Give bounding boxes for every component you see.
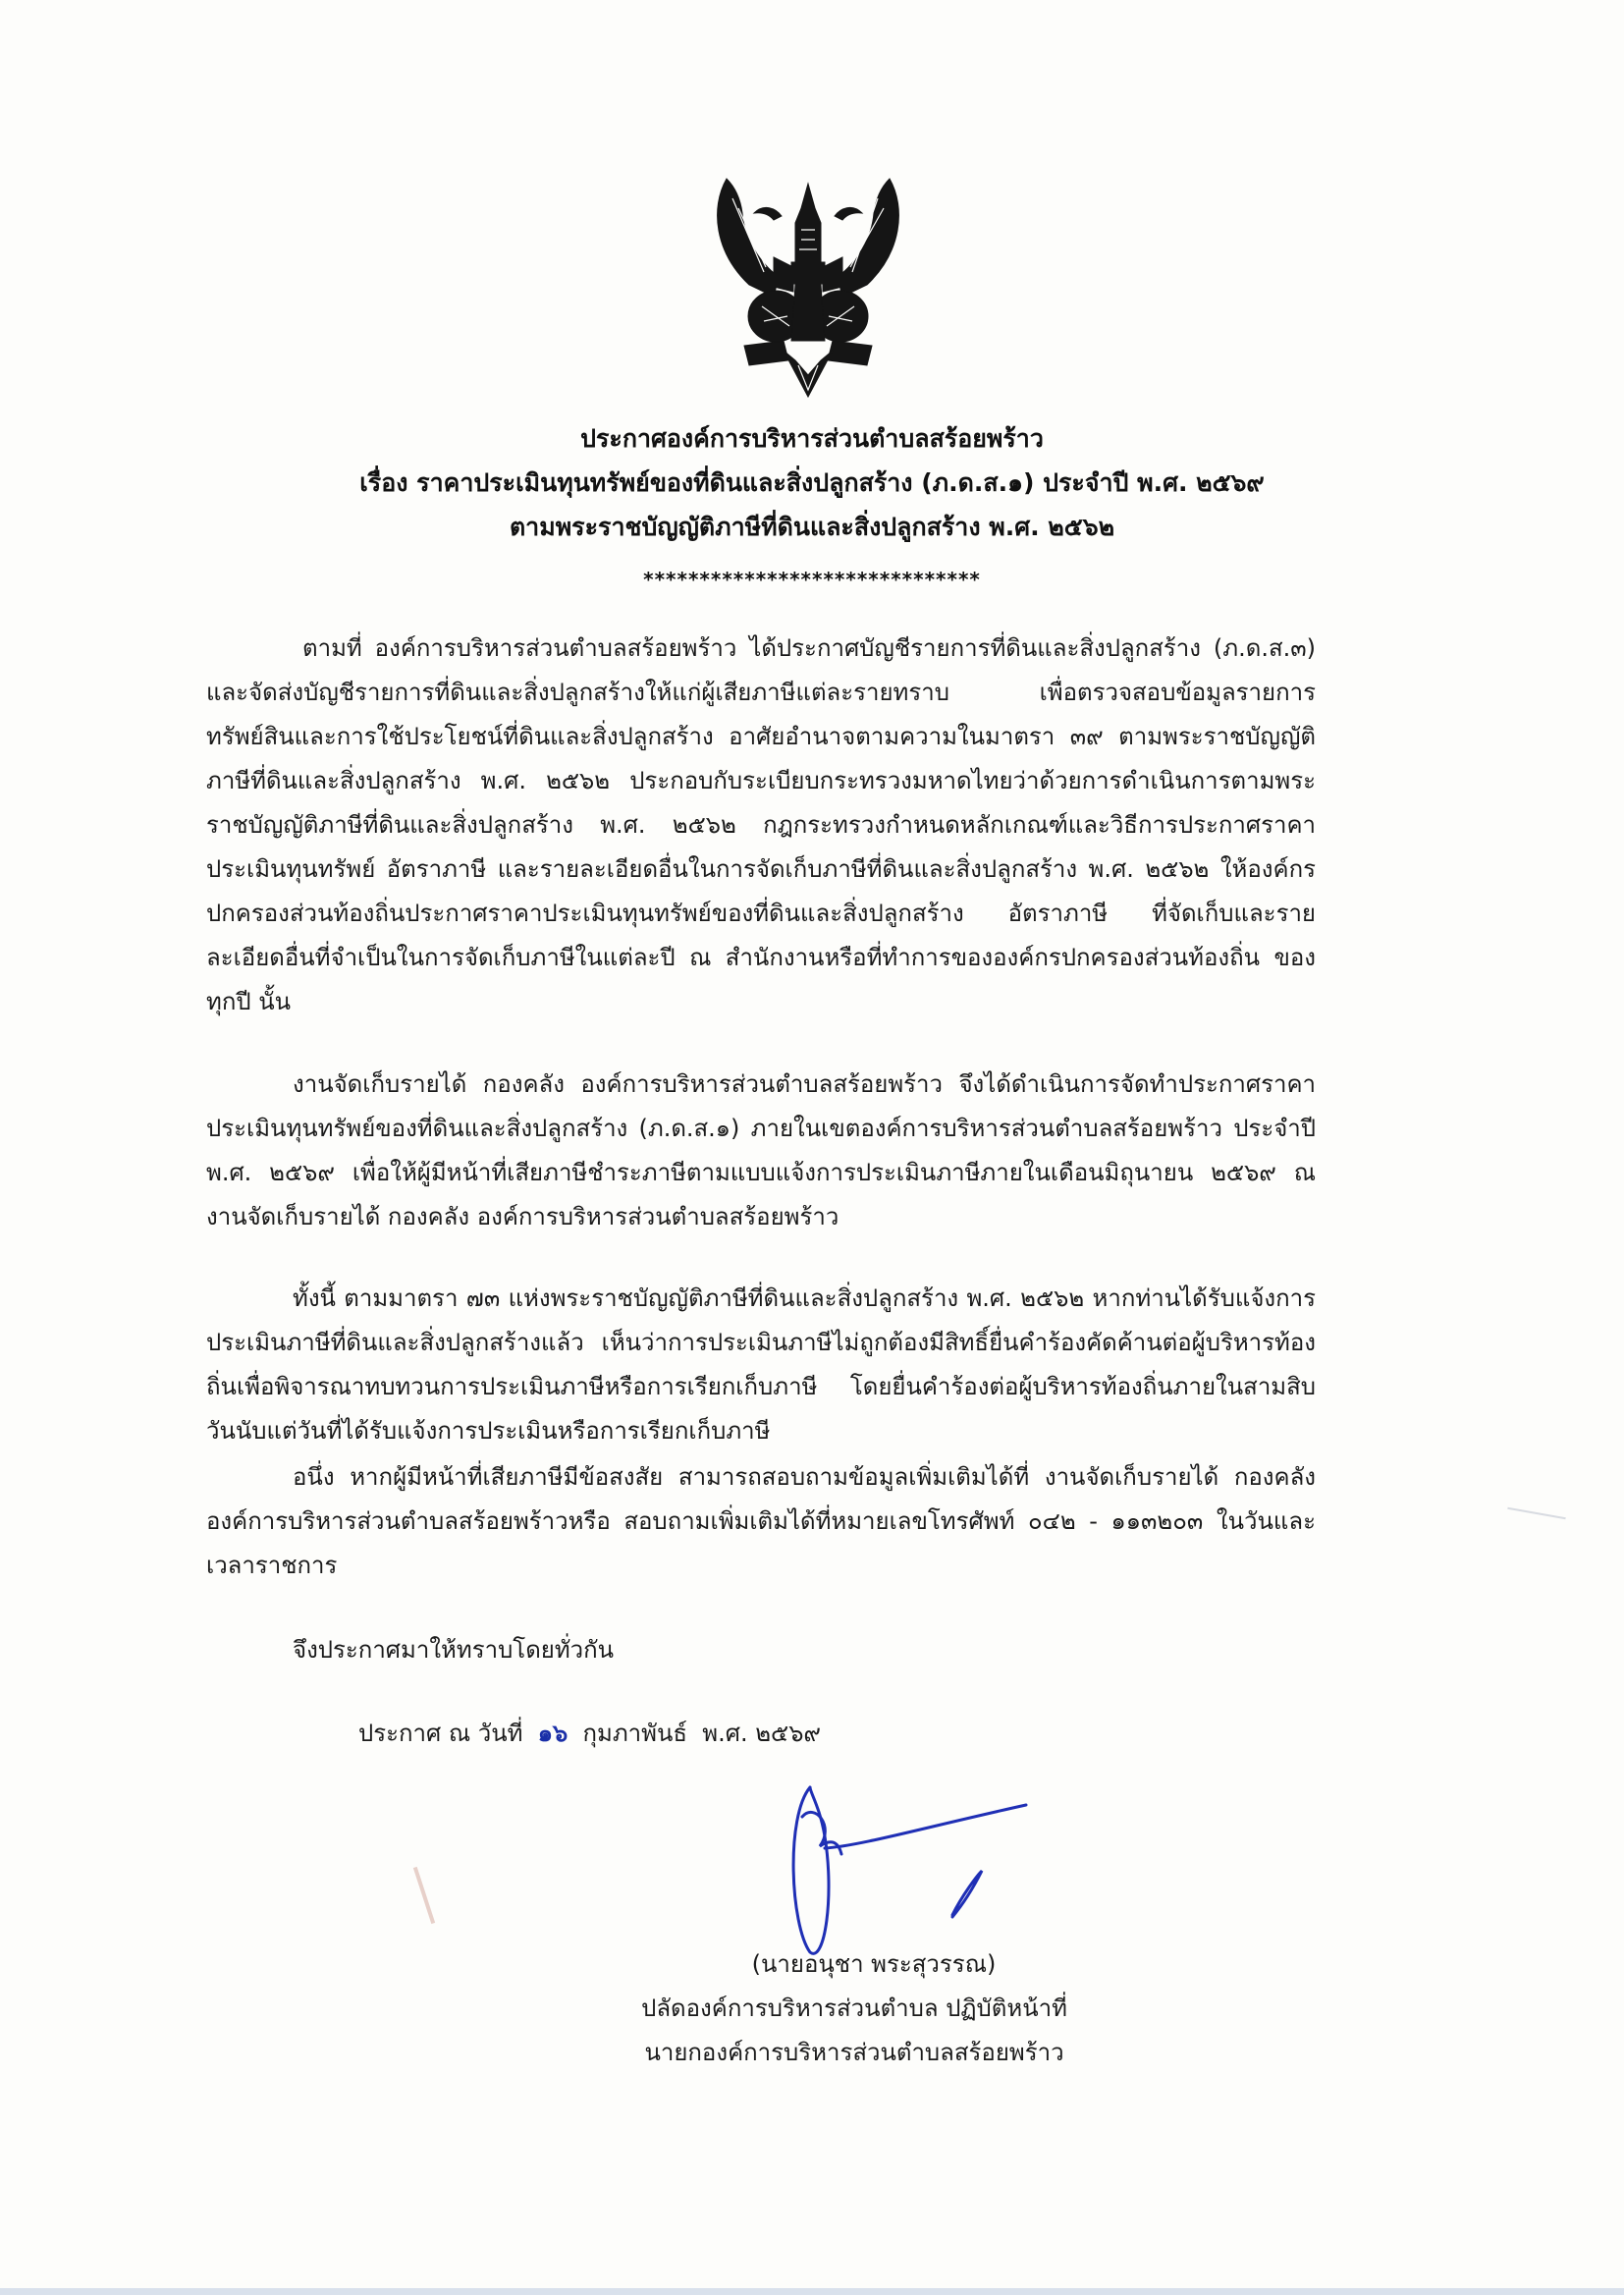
announcement-legal-basis: ตามพระราชบัญญัติภาษีที่ดินและสิ่งปลูกสร้าง พ.ศ. ๒๕๖๒ — [509, 513, 1115, 541]
signatory-position-2: นายกองค์การบริหารส่วนตำบลสร้อยพร้าว — [644, 2039, 1064, 2066]
announcement-date — [358, 1714, 821, 1753]
closing-statement: จึงประกาศมาให้ทราบโดยทั่วกัน — [293, 1636, 615, 1664]
paragraph-2 — [206, 1063, 1316, 1239]
paragraph-3-text: ทั้งนี้ ตามมาตรา ๗๓ แห่งพระราชบัญญัติภาษีที่ดินและสิ่งปลูกสร้าง พ.ศ. ๒๕๖๒ หากท่านได้รับแจ้งการประเมินภาษีที่ดินและสิ่งปลูกสร้างแล้ว เห็นว่าการประเมินภาษีไม่ถูกต้องมีสิทธิ์ยื่นคำร้องคัดค้านต่อผู้บริหารท้องถิ่นเพื่อพิจารณาทบทวนการประเมินภาษีหรือการเรียกเก็บภาษี โดยยื่นคำร้องต่อผู้บริหารท้องถิ่นภายในสามสิบวันนับแต่วันที่ได้รับแจ้งการประเมินหรือการเรียกเก็บภาษี — [206, 1284, 1316, 1445]
date-prefix: ประกาศ ณ วันที่ — [358, 1720, 523, 1747]
paragraph-1-text: ตามที่ องค์การบริหารส่วนตำบลสร้อยพร้าว ได้ประกาศบัญชีรายการที่ดินและสิ่งปลูกสร้าง (ภ.ด.ส.๓) และจัดส่งบัญชีรายการที่ดินและสิ่งปลูกสร้างให้แก่ผู้เสียภาษีแต่ละรายทราบ เพื่อตรวจสอบข้อมูลรายการทรัพย์สินและการใช้ประโยชน์ที่ดินและสิ่งปลูกสร้าง อาศัยอำนาจตามความในมาตรา ๓๙ ตามพระราชบัญญัติภาษีที่ดินและสิ่งปลูกสร้าง พ.ศ. ๒๕๖๒ ประกอบกับระเบียบกระทรวงมหาดไทยว่าด้วยการดำเนินการตามพระราชบัญญัติภาษีที่ดินและสิ่งปลูกสร้าง พ.ศ. ๒๕๖๒ กฎกระทรวงกำหนดหลักเกณฑ์และวิธีการประกาศราคาประเมินทุนทรัพย์ อัตราภาษี และรายละเอียดอื่นในการจัดเก็บภาษีที่ดินและสิ่งปลูกสร้าง พ.ศ. ๒๕๖๒ ให้องค์กรปกครองส่วนท้องถิ่นประกาศราคาประเมินทุนทรัพย์ของที่ดินและสิ่งปลูกสร้าง อัตราภาษี ที่จัดเก็บและรายละเอียดอื่นที่จำเป็นในการจัดเก็บภาษีในแต่ละปี ณ สำนักงานหรือที่ทำการขององค์กรปกครองส่วนท้องถิ่น ของทุกปี นั้น — [206, 634, 1316, 1015]
signatory-position-1: ปลัดองค์การบริหารส่วนตำบล ปฏิบัติหน้าที่ — [641, 1994, 1067, 2022]
scan-mark — [413, 1867, 435, 1924]
announcement-title: ประกาศองค์การบริหารส่วนตำบลสร้อยพร้าว — [580, 424, 1044, 453]
separator-stars: ****************************** — [643, 568, 981, 591]
announcement-subject: เรื่อง ราคาประเมินทุนทรัพย์ของที่ดินและสิ่งปลูกสร้าง (ภ.ด.ส.๑) ประจำปี พ.ศ. ๒๕๖๙ — [359, 468, 1265, 497]
date-day: ๑๖ — [537, 1720, 568, 1747]
date-month-year: กุมภาพันธ์ พ.ศ. ๒๕๖๙ — [582, 1720, 822, 1747]
scan-mark — [1507, 1507, 1565, 1519]
handwritten-signature-icon — [781, 1777, 1075, 1964]
garuda-emblem-icon — [705, 169, 911, 400]
scan-edge — [0, 2288, 1624, 2295]
paragraph-4 — [206, 1455, 1316, 1588]
paragraph-3 — [206, 1277, 1316, 1453]
signature-block — [609, 1942, 1100, 2075]
paragraph-1 — [206, 627, 1316, 1024]
signatory-name: (นายอนุชา พระสุวรรณ) — [751, 1950, 997, 1978]
paragraph-4-text: อนึ่ง หากผู้มีหน้าที่เสียภาษีมีข้อสงสัย สามารถสอบถามข้อมูลเพิ่มเติมได้ที่ งานจัดเก็บรายได้ กองคลัง องค์การบริหารส่วนตำบลสร้อยพร้าวหรือ สอบถามเพิ่มเติมได้ที่หมายเลขโทรศัพท์ ๐๔๒ - ๑๑๓๒๐๓ ในวันและเวลาราชการ — [206, 1463, 1316, 1579]
paragraph-2-text: งานจัดเก็บรายได้ กองคลัง องค์การบริหารส่วนตำบลสร้อยพร้าว จึงได้ดำเนินการจัดทำประกาศราคาประเมินทุนทรัพย์ของที่ดินและสิ่งปลูกสร้าง (ภ.ด.ส.๑) ภายในเขตองค์การบริหารส่วนตำบลสร้อยพร้าว ประจำปี พ.ศ. ๒๕๖๙ เพื่อให้ผู้มีหน้าที่เสียภาษีชำระภาษีตามแบบแจ้งการประเมินภาษีภายในเดือนมิถุนายน ๒๕๖๙ ณ งานจัดเก็บรายได้ กองคลัง องค์การบริหารส่วนตำบลสร้อยพร้าว — [206, 1070, 1316, 1230]
